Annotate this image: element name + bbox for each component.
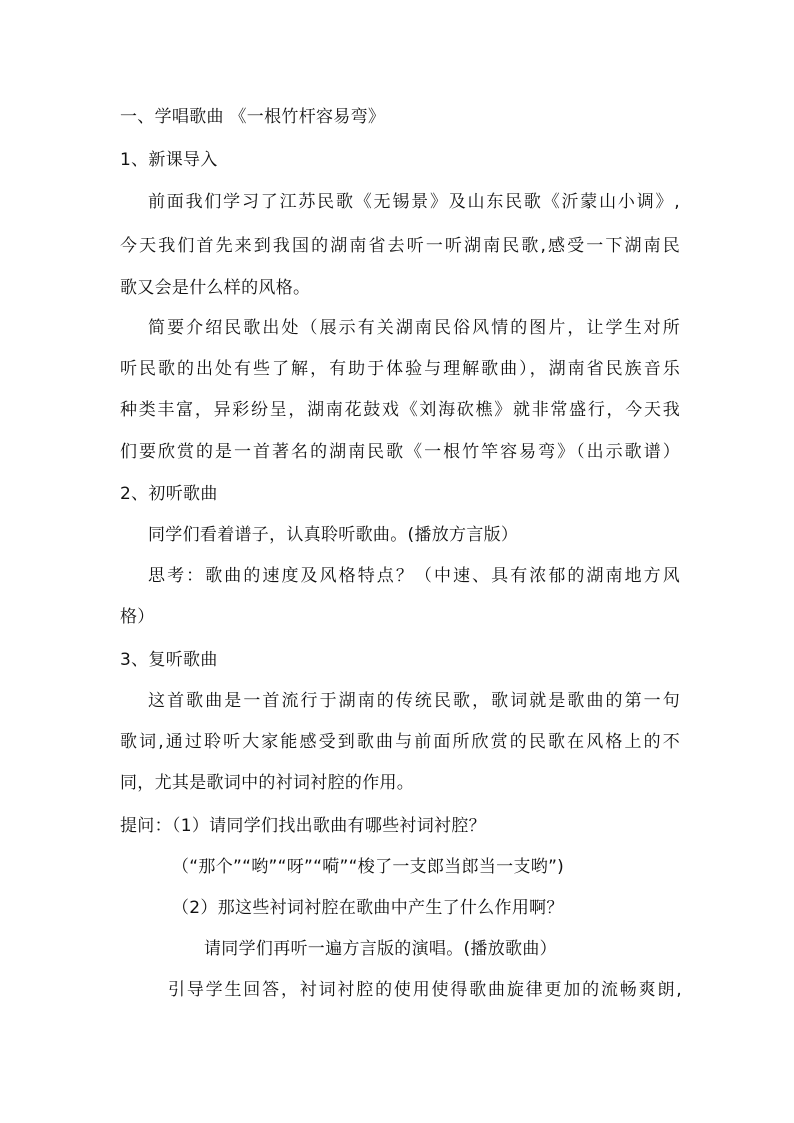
paragraph-line: 今天我们首先来到我国的湖南省去听一听湖南民歌,感受一下湖南民: [120, 236, 680, 256]
paragraph-line: 同，尤其是歌词中的衬词衬腔的作用。: [120, 773, 415, 793]
paragraph-line: 格）: [120, 607, 155, 627]
paragraph-line: 听民歌的出处有些了解，有助于体验与理解歌曲），湖南省民族音乐: [120, 359, 680, 379]
paragraph-line: 种类丰富，异彩纷呈，湖南花鼓戏《刘海砍樵》就非常盛行，今天我: [120, 400, 680, 420]
question-line: 提问：（1）请同学们找出歌曲有哪些衬词衬腔？: [120, 816, 486, 836]
paragraph-line: 前面我们学习了江苏民歌《无锡景》及山东民歌《沂蒙山小调》,: [148, 192, 680, 212]
subheading-relisten: 3、复听歌曲: [120, 650, 218, 670]
paragraph-line: 思考：歌曲的速度及风格特点？（中速、具有浓郁的湖南地方风: [148, 566, 680, 586]
paragraph-line: 歌又会是什么样的风格。: [120, 278, 311, 298]
paragraph-line: 同学们看着谱子，认真聆听歌曲。(播放方言版）: [148, 525, 519, 545]
question-line: （2）那这些衬词衬腔在歌曲中产生了什么作用啊？: [172, 898, 564, 918]
subheading-first-listen: 2、初听歌曲: [120, 484, 218, 504]
paragraph-line: 这首歌曲是一首流行于湖南的传统民歌，歌词就是歌曲的第一句: [148, 691, 680, 711]
paragraph-line: 引导学生回答，衬词衬腔的使用使得歌曲旋律更加的流畅爽朗,: [168, 980, 682, 1000]
answer-line: （“那个”“哟”“呀”“嗬”“梭了一支郎当郎当一支哟”): [172, 857, 565, 877]
paragraph-line: 歌词,通过聆听大家能感受到歌曲与前面所欣赏的民歌在风格上的不: [120, 732, 680, 752]
subheading-intro: 1、新课导入: [120, 150, 218, 170]
instruction-line: 请同学们再听一遍方言版的演唱。(播放歌曲）: [204, 939, 557, 959]
paragraph-line: 们要欣赏的是一首著名的湖南民歌《一根竹竿容易弯》（出示歌谱）: [120, 442, 680, 462]
section-heading: 一、学唱歌曲 《一根竹杆容易弯》: [120, 107, 386, 127]
paragraph-line: 简要介绍民歌出处（展示有关湖南民俗风情的图片，让学生对所: [148, 318, 680, 338]
